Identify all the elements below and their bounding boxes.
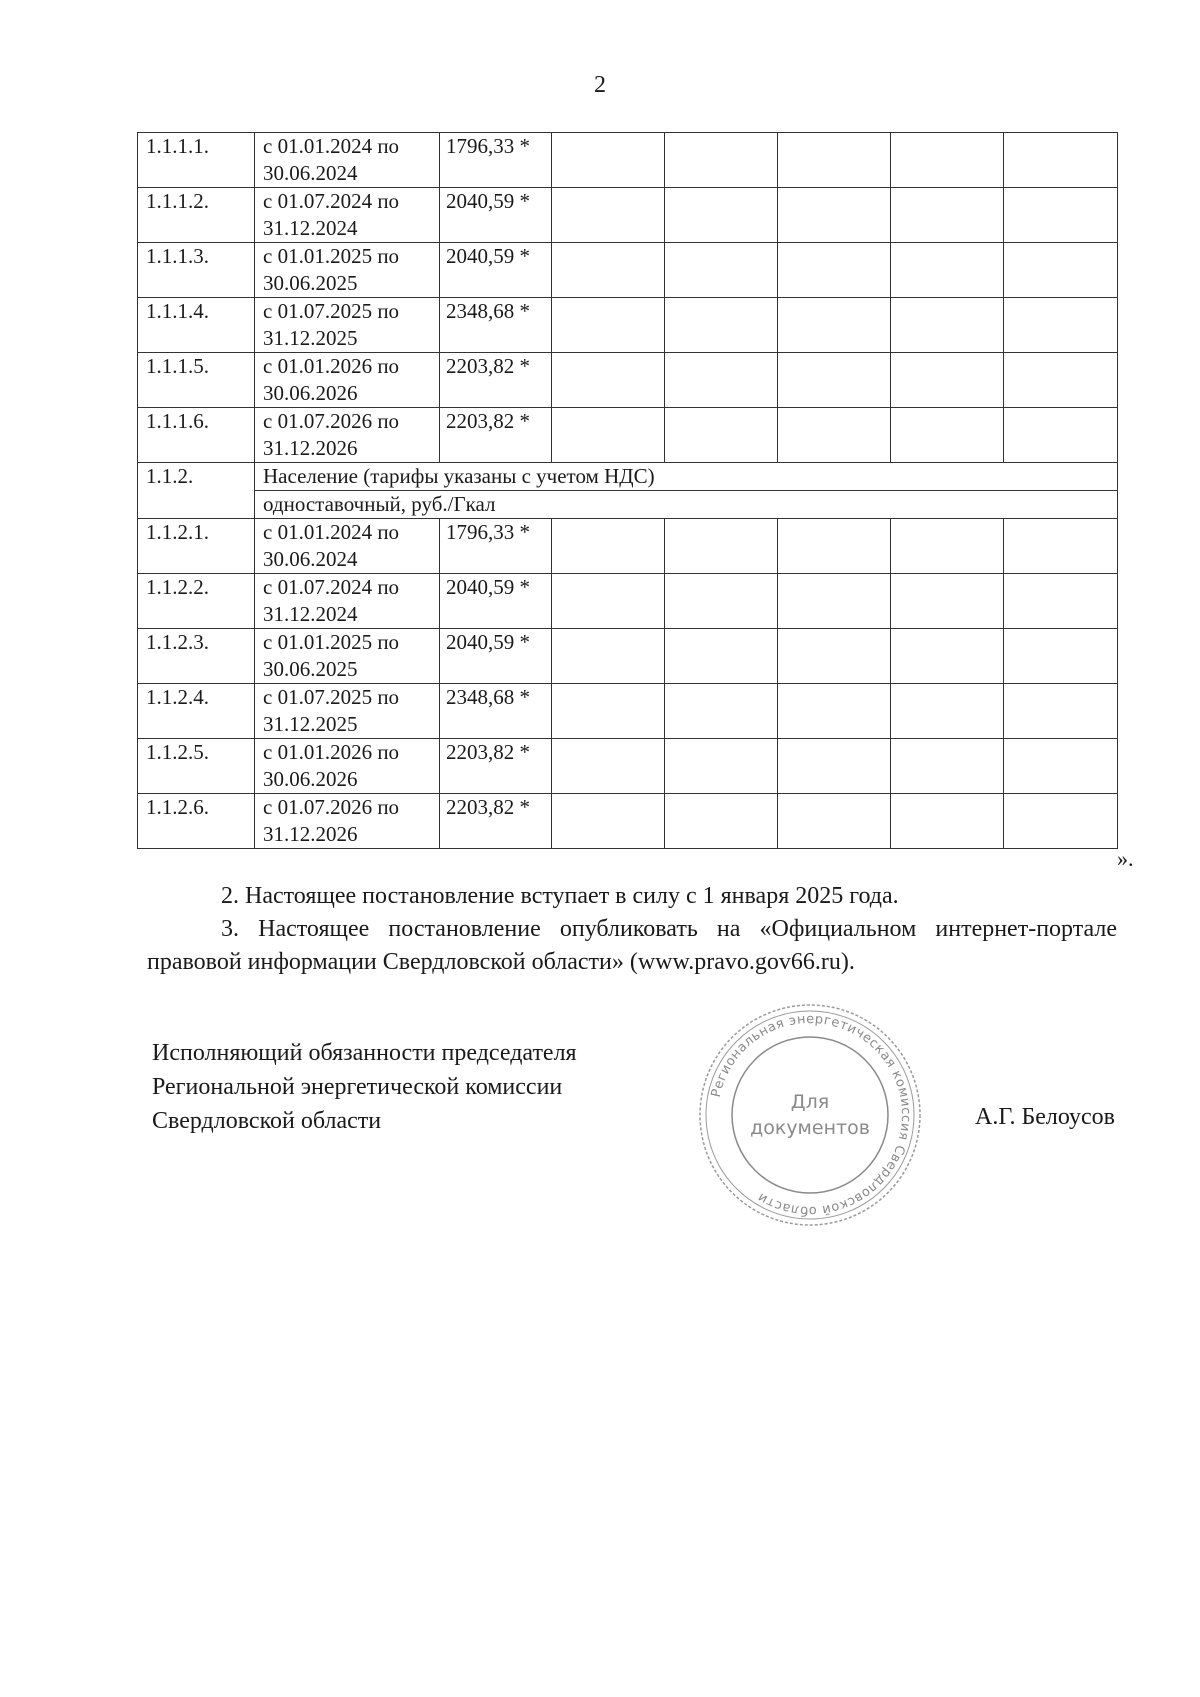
table-row — [138, 574, 1118, 629]
row-price: 2203,82 * — [440, 739, 552, 794]
empty-cell — [778, 133, 891, 188]
row-code: 1.1.2.4. — [138, 684, 255, 739]
svg-text:Региональная энергетическая ко — [709, 1012, 913, 1218]
table-row — [138, 684, 1118, 739]
period-to: 31.12.2026 — [263, 822, 358, 846]
tariff-table — [137, 132, 1118, 849]
empty-cell — [665, 684, 778, 739]
period-from: с 01.07.2024 по — [263, 575, 400, 599]
empty-cell — [891, 574, 1004, 629]
row-code: 1.1.2.5. — [138, 739, 255, 794]
empty-cell — [891, 243, 1004, 298]
empty-cell — [778, 629, 891, 684]
empty-cell — [1004, 133, 1118, 188]
empty-cell — [552, 243, 665, 298]
empty-cell — [1004, 243, 1118, 298]
empty-cell — [778, 408, 891, 463]
period-from: с 01.01.2026 по — [263, 740, 400, 764]
period-from: с 01.01.2024 по — [263, 134, 400, 158]
group-subtitle: одноставочный, руб./Гкал — [255, 491, 1118, 519]
empty-cell — [665, 574, 778, 629]
period-to: 31.12.2026 — [263, 436, 358, 460]
empty-cell — [891, 188, 1004, 243]
row-code: 1.1.2.3. — [138, 629, 255, 684]
row-period — [255, 684, 440, 739]
row-period — [255, 243, 440, 298]
empty-cell — [891, 298, 1004, 353]
row-code: 1.1.1.3. — [138, 243, 255, 298]
period-from: с 01.07.2026 по — [263, 795, 400, 819]
empty-cell — [665, 519, 778, 574]
empty-cell — [891, 353, 1004, 408]
period-from: с 01.07.2024 по — [263, 189, 400, 213]
empty-cell — [665, 739, 778, 794]
empty-cell — [1004, 188, 1118, 243]
empty-cell — [1004, 519, 1118, 574]
empty-cell — [665, 188, 778, 243]
row-price: 2203,82 * — [440, 353, 552, 408]
row-period — [255, 408, 440, 463]
empty-cell — [665, 629, 778, 684]
empty-cell — [552, 574, 665, 629]
row-code: 1.1.1.6. — [138, 408, 255, 463]
row-period — [255, 739, 440, 794]
empty-cell — [778, 684, 891, 739]
row-code: 1.1.2.1. — [138, 519, 255, 574]
period-to: 30.06.2025 — [263, 657, 358, 681]
empty-cell — [665, 408, 778, 463]
paragraph-2: 2. Настоящее постановление вступает в силу с 1 января 2025 года. — [221, 883, 899, 909]
empty-cell — [552, 629, 665, 684]
empty-cell — [665, 353, 778, 408]
group-code: 1.1.2. — [138, 463, 255, 519]
row-period — [255, 574, 440, 629]
row-price: 1796,33 * — [440, 519, 552, 574]
empty-cell — [778, 519, 891, 574]
empty-cell — [665, 133, 778, 188]
empty-cell — [778, 243, 891, 298]
row-code: 1.1.1.1. — [138, 133, 255, 188]
empty-cell — [891, 739, 1004, 794]
paragraph-3: 3. Настоящее постановление опубликовать на «Официальном интернет-портале правовой информации Свердловской области» (www.pravo.gov66.ru). — [147, 916, 1117, 975]
official-seal — [695, 1000, 925, 1230]
period-to: 30.06.2026 — [263, 767, 358, 791]
row-price: 1796,33 * — [440, 133, 552, 188]
row-period — [255, 629, 440, 684]
table-row — [138, 739, 1118, 794]
table-row — [138, 353, 1118, 408]
row-price: 2040,59 * — [440, 629, 552, 684]
period-from: с 01.01.2025 по — [263, 630, 400, 654]
period-from: с 01.01.2024 по — [263, 520, 400, 544]
empty-cell — [1004, 408, 1118, 463]
empty-cell — [891, 629, 1004, 684]
empty-cell — [665, 794, 778, 849]
row-period — [255, 188, 440, 243]
period-to: 31.12.2025 — [263, 326, 358, 350]
table-row — [138, 188, 1118, 243]
signer-name: А.Г. Белоусов — [975, 1104, 1115, 1130]
row-code: 1.1.1.5. — [138, 353, 255, 408]
empty-cell — [1004, 794, 1118, 849]
row-period — [255, 133, 440, 188]
empty-cell — [1004, 298, 1118, 353]
table-row — [138, 519, 1118, 574]
row-code: 1.1.1.2. — [138, 188, 255, 243]
empty-cell — [891, 684, 1004, 739]
row-price: 2040,59 * — [440, 243, 552, 298]
table-row — [138, 298, 1118, 353]
period-from: с 01.07.2025 по — [263, 685, 400, 709]
empty-cell — [778, 794, 891, 849]
empty-cell — [552, 353, 665, 408]
empty-cell — [552, 739, 665, 794]
period-to: 31.12.2024 — [263, 216, 358, 240]
row-code: 1.1.1.4. — [138, 298, 255, 353]
table-row — [138, 243, 1118, 298]
empty-cell — [891, 519, 1004, 574]
row-price: 2203,82 * — [440, 408, 552, 463]
period-to: 31.12.2024 — [263, 602, 358, 626]
period-from: с 01.01.2025 по — [263, 244, 400, 268]
closing-quote: ». — [1117, 846, 1134, 871]
empty-cell — [552, 133, 665, 188]
row-code: 1.1.2.2. — [138, 574, 255, 629]
empty-cell — [665, 298, 778, 353]
signature-line-3: Свердловской области — [152, 1108, 382, 1134]
row-price: 2348,68 * — [440, 298, 552, 353]
empty-cell — [891, 794, 1004, 849]
empty-cell — [778, 574, 891, 629]
group-title: Население (тарифы указаны с учетом НДС) — [255, 463, 1118, 491]
empty-cell — [552, 298, 665, 353]
table-row — [138, 794, 1118, 849]
table-row — [138, 133, 1118, 188]
empty-cell — [1004, 684, 1118, 739]
row-period — [255, 794, 440, 849]
row-price: 2040,59 * — [440, 188, 552, 243]
table-row — [138, 408, 1118, 463]
row-price: 2040,59 * — [440, 574, 552, 629]
period-to: 30.06.2024 — [263, 547, 358, 571]
row-period — [255, 519, 440, 574]
seal-center-line-1: Для — [790, 1091, 830, 1113]
empty-cell — [552, 408, 665, 463]
period-to: 30.06.2026 — [263, 381, 358, 405]
period-to: 30.06.2025 — [263, 271, 358, 295]
seal-ring-text: Региональная энергетическая комиссия Свердловской области — [708, 1011, 914, 1219]
group-row-title — [138, 463, 1118, 491]
page-number: 2 — [594, 72, 606, 98]
row-price: 2348,68 * — [440, 684, 552, 739]
row-price: 2203,82 * — [440, 794, 552, 849]
empty-cell — [552, 188, 665, 243]
seal-center-line-2: документов — [750, 1117, 870, 1139]
period-from: с 01.01.2026 по — [263, 354, 400, 378]
period-from: с 01.07.2025 по — [263, 299, 400, 323]
group-row-subtitle — [138, 491, 1118, 519]
empty-cell — [891, 408, 1004, 463]
empty-cell — [778, 739, 891, 794]
signature-line-1: Исполняющий обязанности председателя — [152, 1040, 577, 1066]
empty-cell — [1004, 353, 1118, 408]
period-to: 31.12.2025 — [263, 712, 358, 736]
row-code: 1.1.2.6. — [138, 794, 255, 849]
empty-cell — [552, 684, 665, 739]
empty-cell — [778, 353, 891, 408]
period-from: с 01.07.2026 по — [263, 409, 400, 433]
empty-cell — [552, 794, 665, 849]
signature-title — [152, 1036, 577, 1138]
empty-cell — [1004, 739, 1118, 794]
empty-cell — [778, 188, 891, 243]
empty-cell — [1004, 629, 1118, 684]
signature-line-2: Региональной энергетической комиссии — [152, 1074, 563, 1100]
empty-cell — [552, 519, 665, 574]
row-period — [255, 298, 440, 353]
table-row — [138, 629, 1118, 684]
empty-cell — [778, 298, 891, 353]
empty-cell — [1004, 574, 1118, 629]
period-to: 30.06.2024 — [263, 161, 358, 185]
empty-cell — [891, 133, 1004, 188]
row-period — [255, 353, 440, 408]
empty-cell — [665, 243, 778, 298]
